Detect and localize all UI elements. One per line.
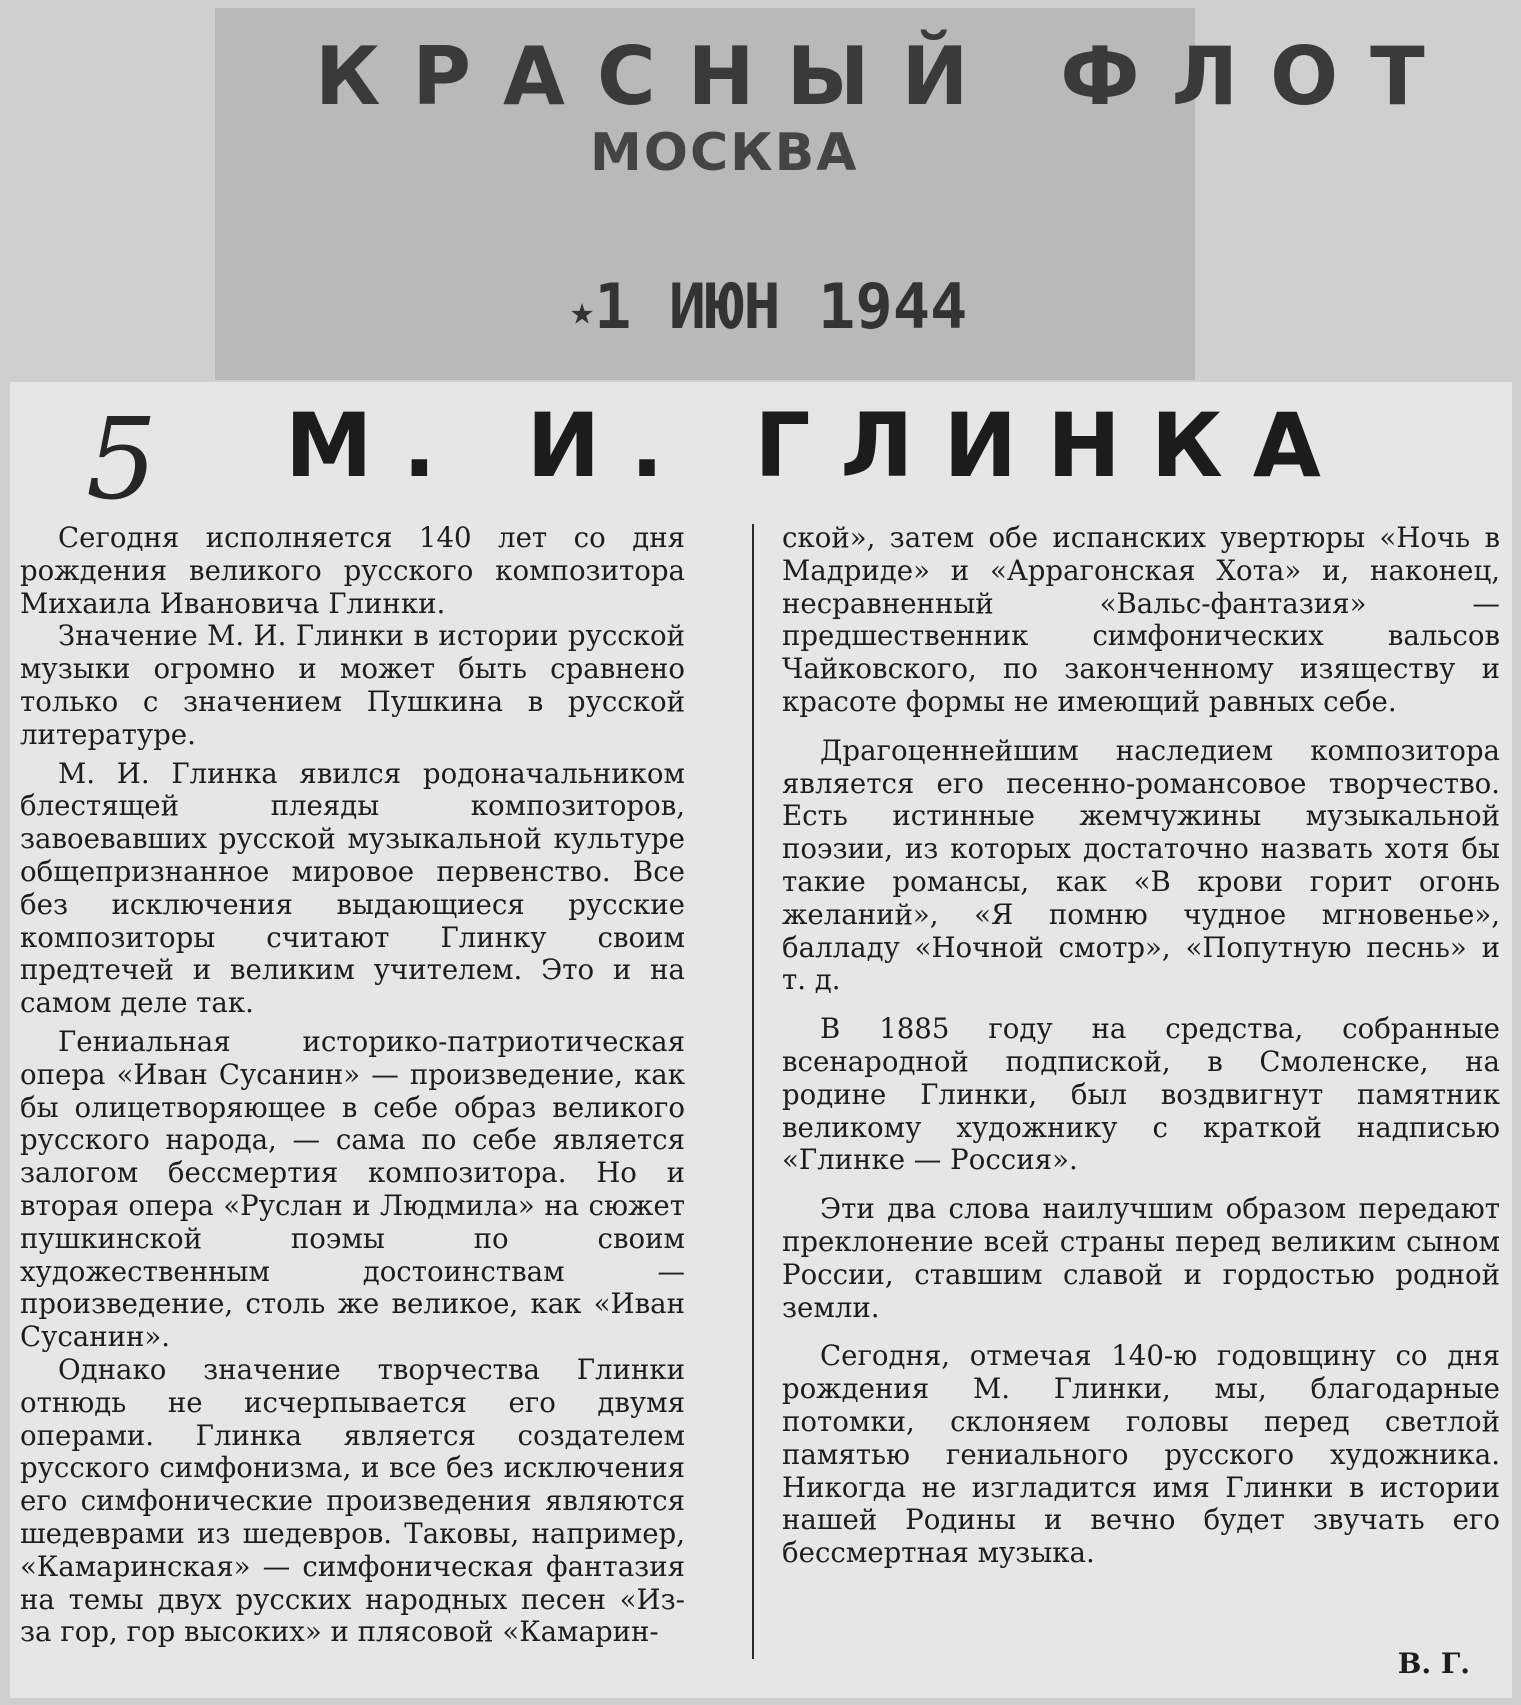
handwritten-number: 5: [86, 395, 158, 525]
column-divider: [752, 524, 754, 1659]
article-headline: М. И. ГЛИНКА: [285, 394, 1351, 497]
paragraph: М. И. Глинка явился родоначальником блестящей плеяды композиторов, завоевавших русской музыкальной культуре общепризнанное мировое первенство. Все без исключения выдающиеся русские композиторы считают Глинку своим предтечей и великим учителем. Это и на самом деле так.: [20, 756, 685, 1020]
paragraph: Драгоценнейшим наследием композитора является его песенно-романсовое творчество. Есть истинные жемчужины музыкальной поэзии, из которых достаточно назвать хотя бы такие романсы, как «В крови горит огонь желаний», «Я помню чудное мгновенье», балладу «Ночной смотр», «Попутную песнь» и т. д.: [782, 733, 1500, 997]
stamp-city: МОСКВА: [590, 123, 859, 183]
stamp-date-text: 1 ИЮН 1944: [594, 270, 968, 343]
paragraph: Сегодня исполняется 140 лет со дня рождения великого русского композитора Михаила Ивановича Глинки.: [20, 521, 685, 620]
paragraph: Однако значение творчества Глинки отнюдь не исчерпывается его двумя операми. Глинка является создателем русского симфонизма, и все без исключения его симфонические произведения являются шедеврами из шедевров. Таковы, например, «Камаринская» — симфоническая фантазия на темы двух русских народных песен «Из-за гор, гор высоких» и плясовой «Камарин-: [20, 1352, 685, 1649]
paragraph: В 1885 году на средства, собранные всенародной подпиской, в Смоленске, на родине Глинки, был воздвигнут памятник великому художнику с краткой надписью «Глинке — Россия».: [782, 1012, 1500, 1177]
paragraph: ской», затем обе испанских увертюры «Ночь в Мадриде» и «Аррагонская Хота» и, наконец, несравненный «Вальс-фантазия» — предшественник симфонических вальсов Чайковского, по законченному изяществу и красоте формы не имеющий равных себе.: [782, 521, 1500, 718]
newspaper-clipping: [10, 382, 1512, 1698]
paragraph: Гениальная историко-патриотическая опера «Иван Сусанин» — произведение, как бы олицетворяющее в себе образ великого русского народа, — сама по себе является залогом бессмертия композитора. Но и вторая опера «Руслан и Людмила» на сюжет пушкинской поэмы по своим художественным достоинствам — произведение, столь же великое, как «Иван Сусанин».: [20, 1024, 685, 1354]
paragraph: Значение М. И. Глинки в истории русской музыки огромно и может быть сравнено только с значением Пушкина в русской литературе.: [20, 619, 685, 751]
author-signature: В. Г.: [1397, 1647, 1470, 1680]
left-column: [20, 522, 685, 1649]
star-icon: ★: [570, 287, 595, 334]
paragraph: Эти два слова наилучшим образом передают преклонение всей страны перед великим сыном России, ставшим славой и гордостью родной земли.: [782, 1192, 1500, 1324]
stamp-newspaper-name: КРАСНЫЙ ФЛОТ: [315, 30, 1457, 123]
stamp-date: [570, 270, 967, 343]
right-column: [782, 522, 1500, 1570]
archive-stamp-slip: [215, 8, 1457, 380]
paragraph: Сегодня, отмечая 140-ю годовщину со дня рождения М. Глинки, мы, благодарные потомки, склоняем головы перед светлой памятью гениального русского художника. Никогда не изгладится имя Глинки в истории нашей Родины и вечно будет звучать его бессмертная музыка.: [782, 1339, 1500, 1570]
